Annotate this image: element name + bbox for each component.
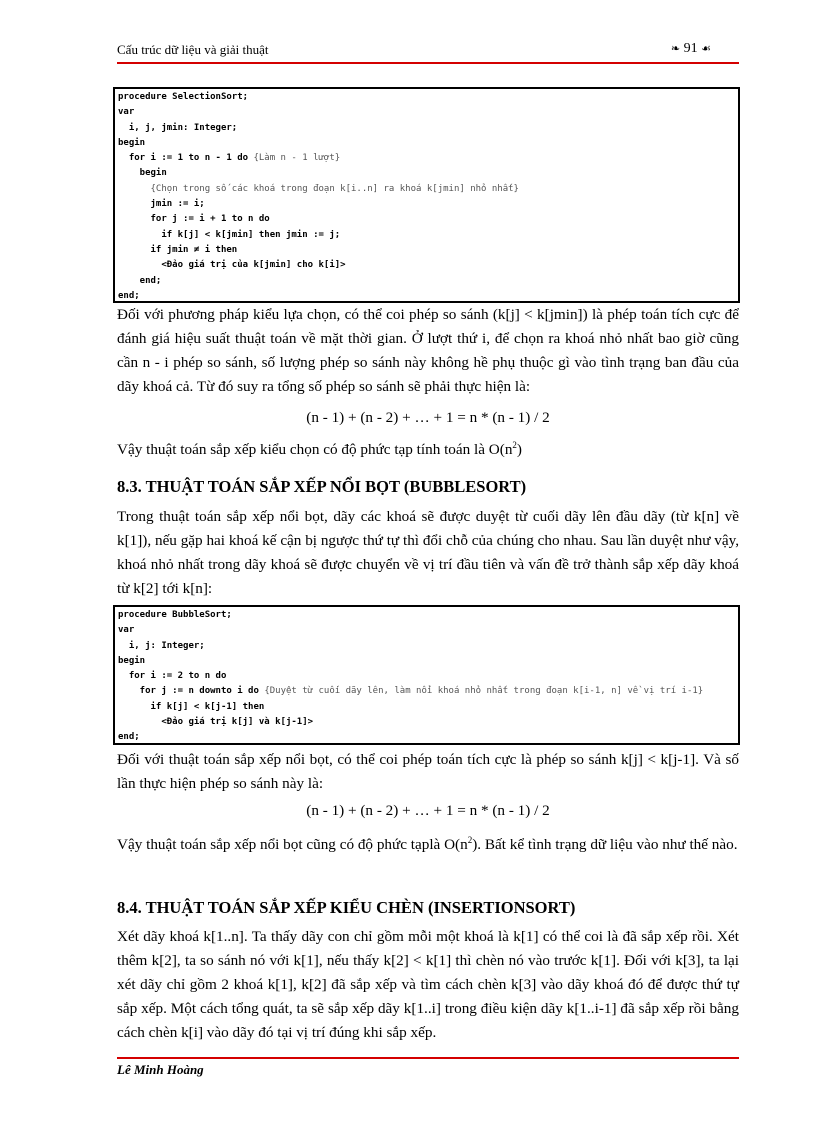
code-text: <Đảo giá trị của k[jmin] cho k[i]> xyxy=(118,260,346,271)
paragraph-selection-analysis: Đối với phương pháp kiểu lựa chọn, có thể coi phép so sánh (k[j] < k[jmin]) là phép toán tích cực để đánh giá hiệu suất thuật toán về mặt thời gian. Ở lượt thứ i, để chọn ra khoá nhỏ nhất bao giờ cũng cần n - i phép so sánh, số lượng phép so sánh này không hề phụ thuộc gì vào tình trạng ban đầu của dãy khoá cả. Từ đó suy ra tổng số phép so sánh sẽ phải thực hiện là: xyxy=(117,306,739,395)
code-line xyxy=(118,166,735,181)
paragraph-bubblesort-complexity xyxy=(117,828,739,857)
code-text: var xyxy=(118,107,135,118)
paragraph-insertionsort-intro: Xét dãy khoá k[1..n]. Ta thấy dãy con chỉ gồm mỗi một khoá là k[1] có thể coi là đã sắp xếp rồi. Xét thêm k[2], ta so sánh nó với k[1], nếu thấy k[2] < k[1] thì chèn nó vào trước k[1]. Đối với k[3], ta lại xét dãy chỉ gồm 2 khoá k[1], k[2] đã sắp xếp và tìm cách chèn k[3] vào dãy khoá đó để được thứ tự sắp xếp. Một cách tổng quát, ta sẽ sắp xếp dãy k[1..i] trong điều kiện dãy k[1..i-1] đã sắp xếp rồi bằng cách chèn k[i] vào dãy đó tại vị trí đúng khi sắp xếp. xyxy=(117,928,739,1041)
bubble-sort-code-block xyxy=(113,605,740,745)
code-text: begin xyxy=(118,168,167,179)
code-text: procedure BubbleSort; xyxy=(118,610,232,620)
code-line xyxy=(118,243,735,258)
code-line xyxy=(118,715,735,730)
ornament-right-icon: ☙ xyxy=(701,43,711,55)
code-line xyxy=(118,669,735,684)
formula-selection: (n - 1) + (n - 2) + … + 1 = n * (n - 1) / 2 xyxy=(306,409,550,426)
code-text: end; xyxy=(118,275,162,286)
selection-sort-code-block xyxy=(113,87,740,303)
code-line xyxy=(118,121,735,136)
footer-rule xyxy=(117,1057,739,1059)
code-text: jmin := i; xyxy=(118,199,205,210)
superscript: 2 xyxy=(512,440,517,450)
code-line xyxy=(118,197,735,212)
text-segment: ). Bất kể tình trạng dữ liệu vào như thế nào. xyxy=(472,836,738,854)
code-text: end; xyxy=(118,290,140,301)
code-comment: {Chọn trong số các khoá trong đoạn k[i..n] ra khoá k[jmin] nhỏ nhất} xyxy=(150,183,519,194)
page-header xyxy=(117,40,739,60)
code-text xyxy=(118,184,151,194)
text-segment: Vậy thuật toán sắp xếp nổi bọt cũng có độ phức tạplà O(n xyxy=(117,836,468,854)
code-text: for i := 1 to n - 1 do xyxy=(118,153,254,164)
code-comment: {Làm n - 1 lượt} xyxy=(253,153,341,164)
header-rule xyxy=(117,62,739,64)
code-line xyxy=(118,289,735,304)
code-text: for j := i + 1 to n do xyxy=(118,214,270,225)
header-title: Cấu trúc dữ liệu và giải thuật xyxy=(117,42,269,57)
page-number: 91 xyxy=(683,41,698,56)
code-line xyxy=(118,684,735,699)
paragraph-selection-complexity xyxy=(117,433,739,462)
ornament-left-icon: ❧ xyxy=(670,43,681,55)
code-comment: {Duyệt từ cuối dãy lên, làm nổi khoá nhỏ nhất trong đoạn k[i-1, n] về vị trí i-1} xyxy=(264,686,704,697)
footer-author: Lê Minh Hoàng xyxy=(117,1062,204,1077)
code-line xyxy=(118,654,735,669)
code-line xyxy=(118,639,735,654)
code-text: for i := 2 to n do xyxy=(118,671,227,682)
formula-bubblesort: (n - 1) + (n - 2) + … + 1 = n * (n - 1) / 2 xyxy=(306,802,550,819)
code-text: for j := n downto i do xyxy=(118,686,265,697)
code-line xyxy=(118,700,735,715)
heading-insertionsort: 8.4. THUẬT TOÁN SẮP XẾP KIỂU CHÈN (INSERTIONSORT) xyxy=(117,898,576,917)
header-page-number-group xyxy=(671,41,711,57)
code-text: end; xyxy=(118,732,140,743)
code-text: begin xyxy=(118,655,146,666)
code-line xyxy=(118,258,735,273)
code-text: i, j, jmin: Integer; xyxy=(118,122,238,133)
code-text: if jmin ≠ i then xyxy=(118,244,238,255)
code-text: begin xyxy=(118,137,146,148)
paragraph-bubblesort-intro: Trong thuật toán sắp xếp nổi bọt, dãy các khoá sẽ được duyệt từ cuối dãy lên đầu dãy (từ k[n] về k[1]), nếu gặp hai khoá kế cận bị ngược thứ tự thì đổi chỗ của chúng cho nhau. Sau lần duyệt như vậy, khoá nhỏ nhất trong dãy khoá sẽ được chuyển về vị trí đầu tiên và vấn đề trở thành sắp xếp dãy khoá từ k[2] tới k[n]: xyxy=(117,508,739,597)
code-line xyxy=(118,608,735,623)
code-line xyxy=(118,105,735,120)
code-line xyxy=(118,623,735,638)
code-text: i, j: Integer; xyxy=(118,640,205,651)
code-line xyxy=(118,182,735,197)
paragraph-bubblesort-analysis: Đối với thuật toán sắp xếp nổi bọt, có thể coi phép toán tích cực là phép so sánh k[j] < k[j-1]. Và số lần thực hiện phép so sánh này là: xyxy=(117,751,739,792)
code-line xyxy=(118,212,735,227)
code-text: if k[j] < k[j-1] then xyxy=(118,701,265,712)
superscript: 2 xyxy=(467,835,473,845)
code-text: var xyxy=(118,625,135,636)
code-text: procedure SelectionSort; xyxy=(118,92,249,102)
code-text: if k[j] < k[jmin] then jmin := j; xyxy=(118,229,341,240)
code-line xyxy=(118,136,735,151)
code-line xyxy=(118,90,735,105)
code-line xyxy=(118,730,735,745)
code-line xyxy=(118,228,735,243)
text-segment: ) xyxy=(516,441,522,459)
code-text: <Đảo giá trị k[j] và k[j-1]> xyxy=(118,717,314,728)
text-segment: Vậy thuật toán sắp xếp kiểu chọn có độ phức tạp tính toán là O(n xyxy=(117,441,513,459)
code-line xyxy=(118,274,735,289)
heading-bubblesort: 8.3. THUẬT TOÁN SẮP XẾP NỔI BỌT (BUBBLESORT) xyxy=(117,477,527,496)
code-line xyxy=(118,151,735,166)
